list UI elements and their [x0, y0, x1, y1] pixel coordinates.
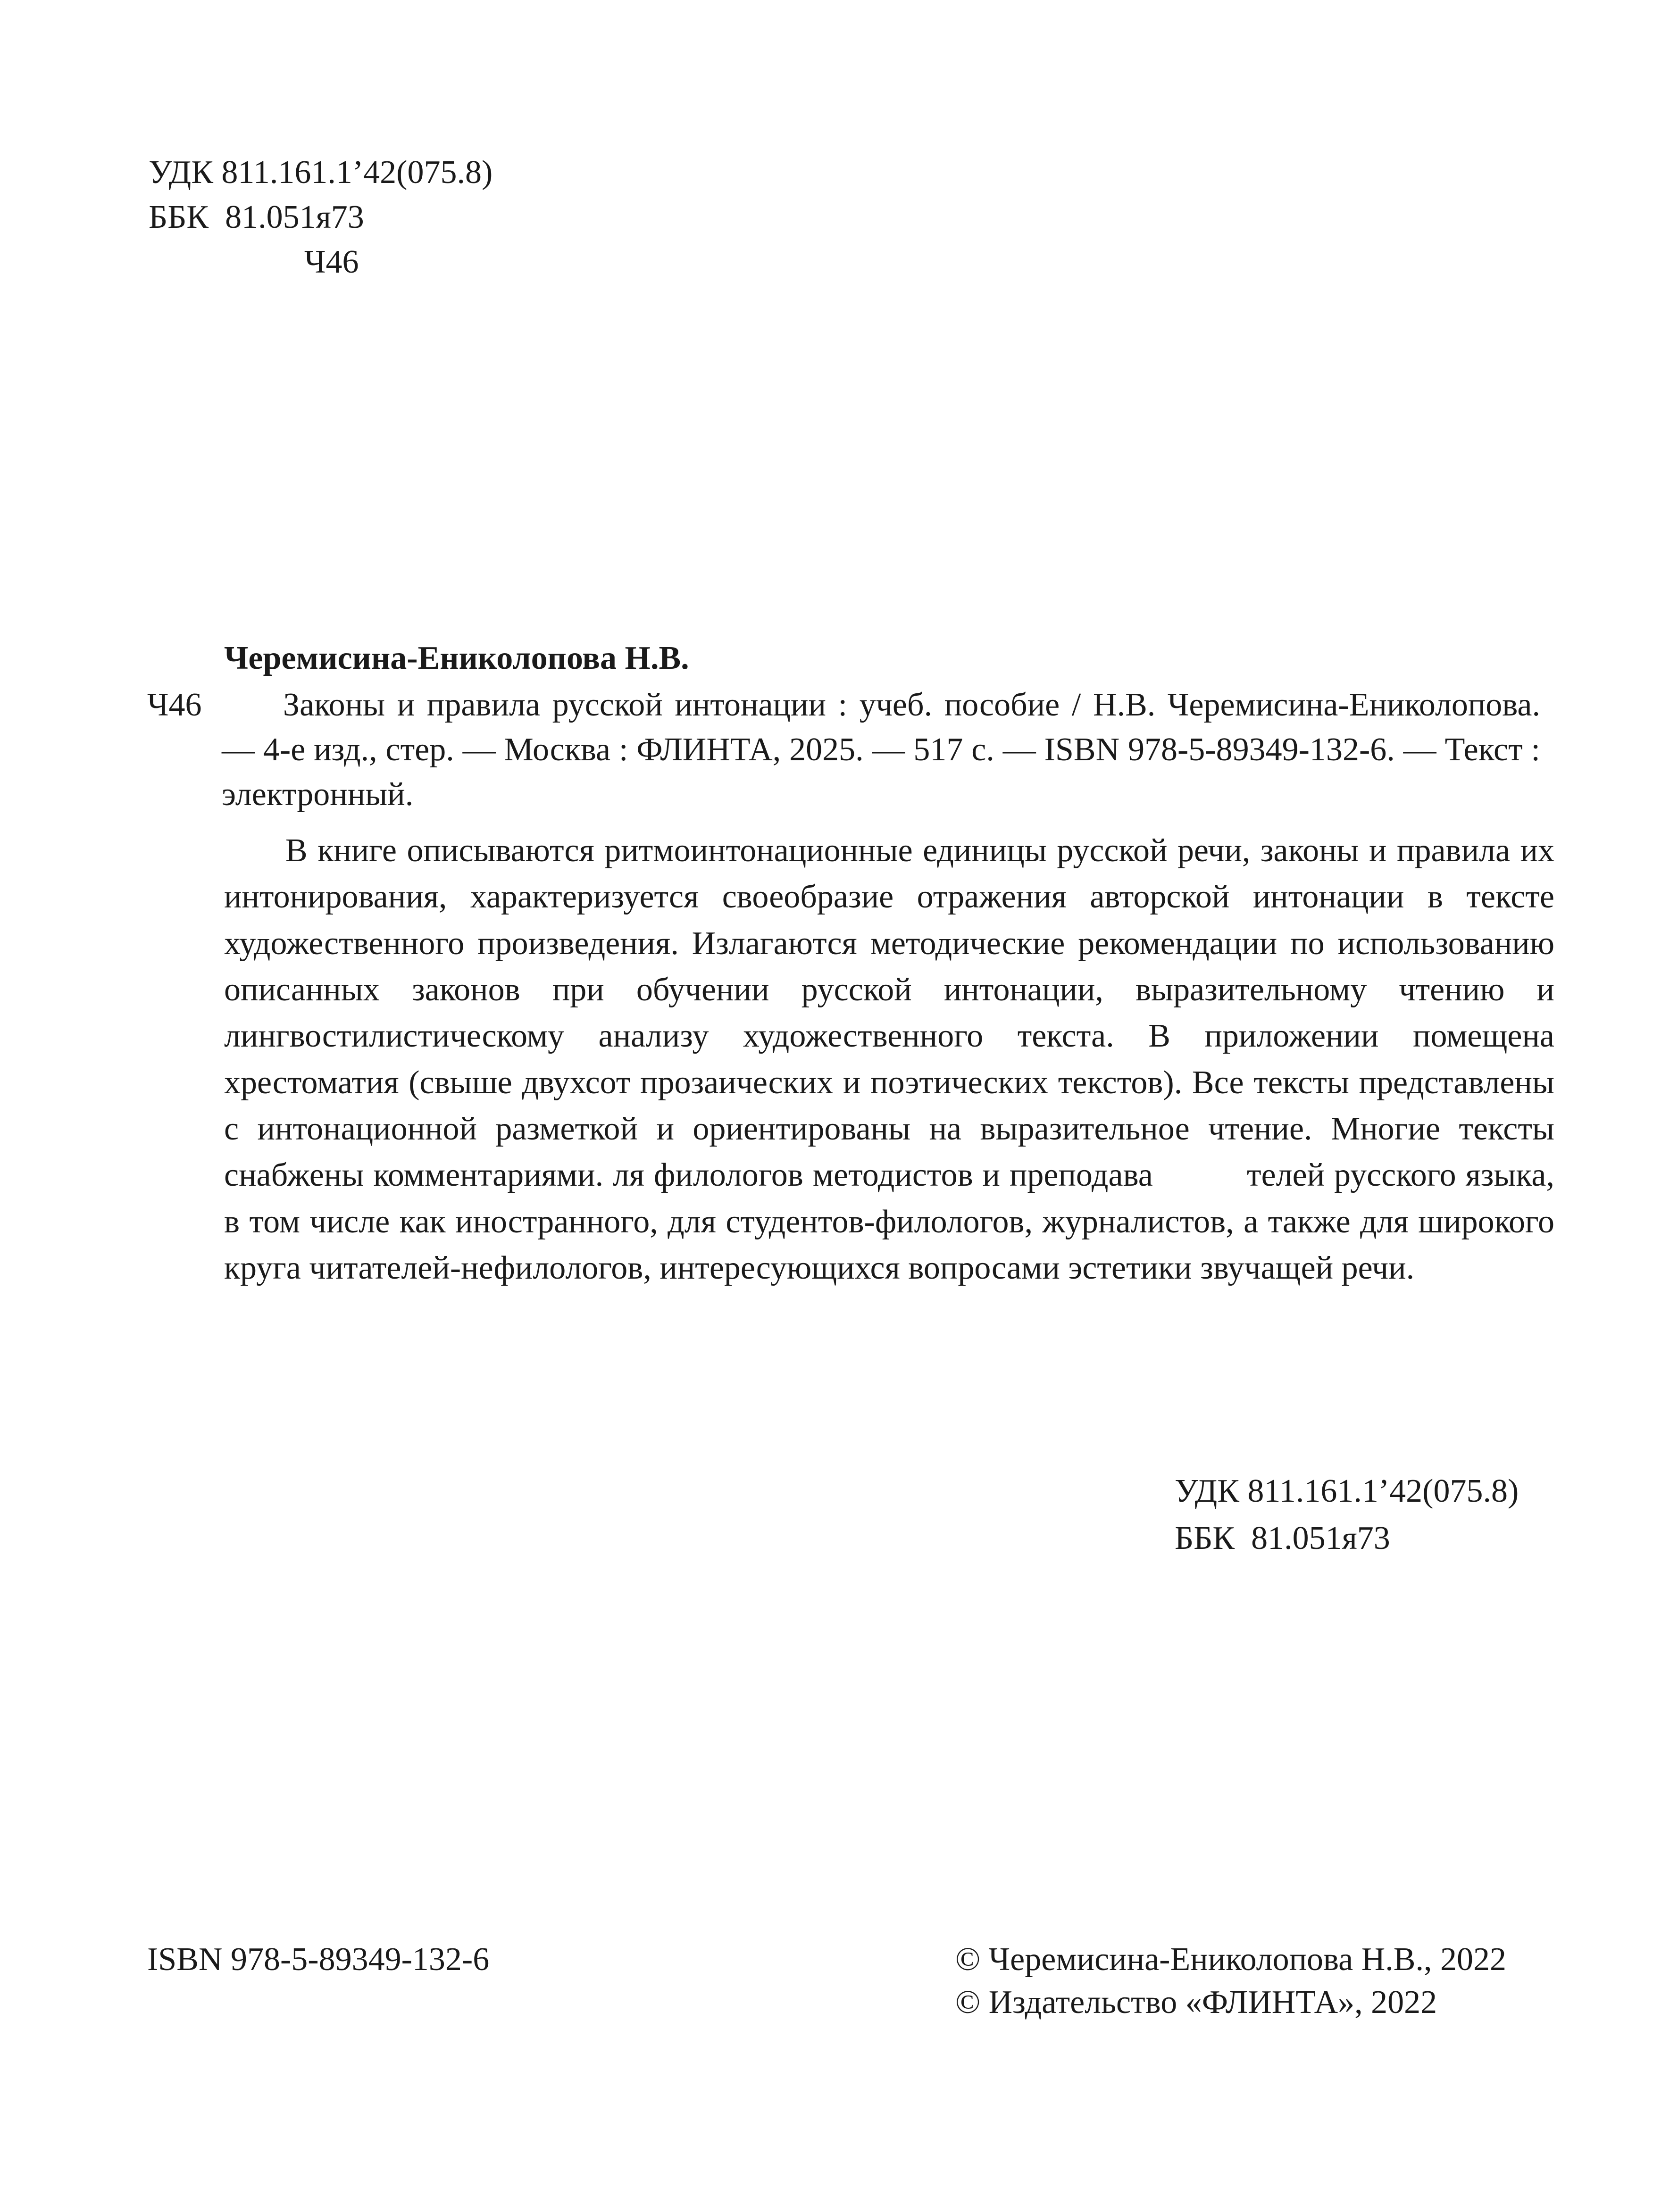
- card-annotation: В книге описываются ритмоинтонационные единицы русской речи, законы и правила их интонирования, характеризуется своеобразие отражения авторской интонации в тексте художественного произведения. Излагаются методические рекомендации по использованию описанных законов при обучении русской интонации, выразительному чтению и лингвостилистическому анализу художественного текста. В приложении помещена хрестоматия (свыше двухсот прозаических и поэтических текстов). Все тексты представлены с интонационной разметкой и ориентированы на выразительное чтение. Многие тексты снабжены комментариями. ля филологов методистов и преподава телей русского языка, в том числе как иностранного, для студентов-филологов, журналистов, а также для широкого круга читателей-нефилологов, интересующихся вопросами эстетики звучащей речи.: [224, 832, 1563, 1287]
- footer-copyright-publisher: © Издательство «ФЛИНТА», 2022: [955, 1984, 1437, 2021]
- card-author: Черемисина-Ениколопова Н.В.: [224, 640, 689, 676]
- bottom-bbk: ББК 81.051я73: [1175, 1520, 1390, 1556]
- header-udk: УДК 811.161.1’42(075.8): [149, 154, 493, 191]
- header-author-code: Ч46: [304, 244, 359, 280]
- card-biblio-text: Законы и правила русской интонации : учеб. пособие / Н.В. Черемисина-Ениколопова. — 4-е изд., стер. — Москва : ФЛИНТА, 2025. — 517 с. — ISBN 978-5-89349-132-6. — Текст : электронный.: [222, 687, 1540, 813]
- footer-copyright-author: © Черемисина-Ениколопова Н.В., 2022: [955, 1941, 1506, 1978]
- header-bbk: ББК 81.051я73: [149, 199, 364, 235]
- bottom-udk: УДК 811.161.1’42(075.8): [1175, 1473, 1519, 1509]
- card-bibliographic-description: [222, 682, 1540, 817]
- card-author-code: Ч46: [147, 687, 202, 723]
- footer-isbn: ISBN 978-5-89349-132-6: [147, 1941, 490, 1978]
